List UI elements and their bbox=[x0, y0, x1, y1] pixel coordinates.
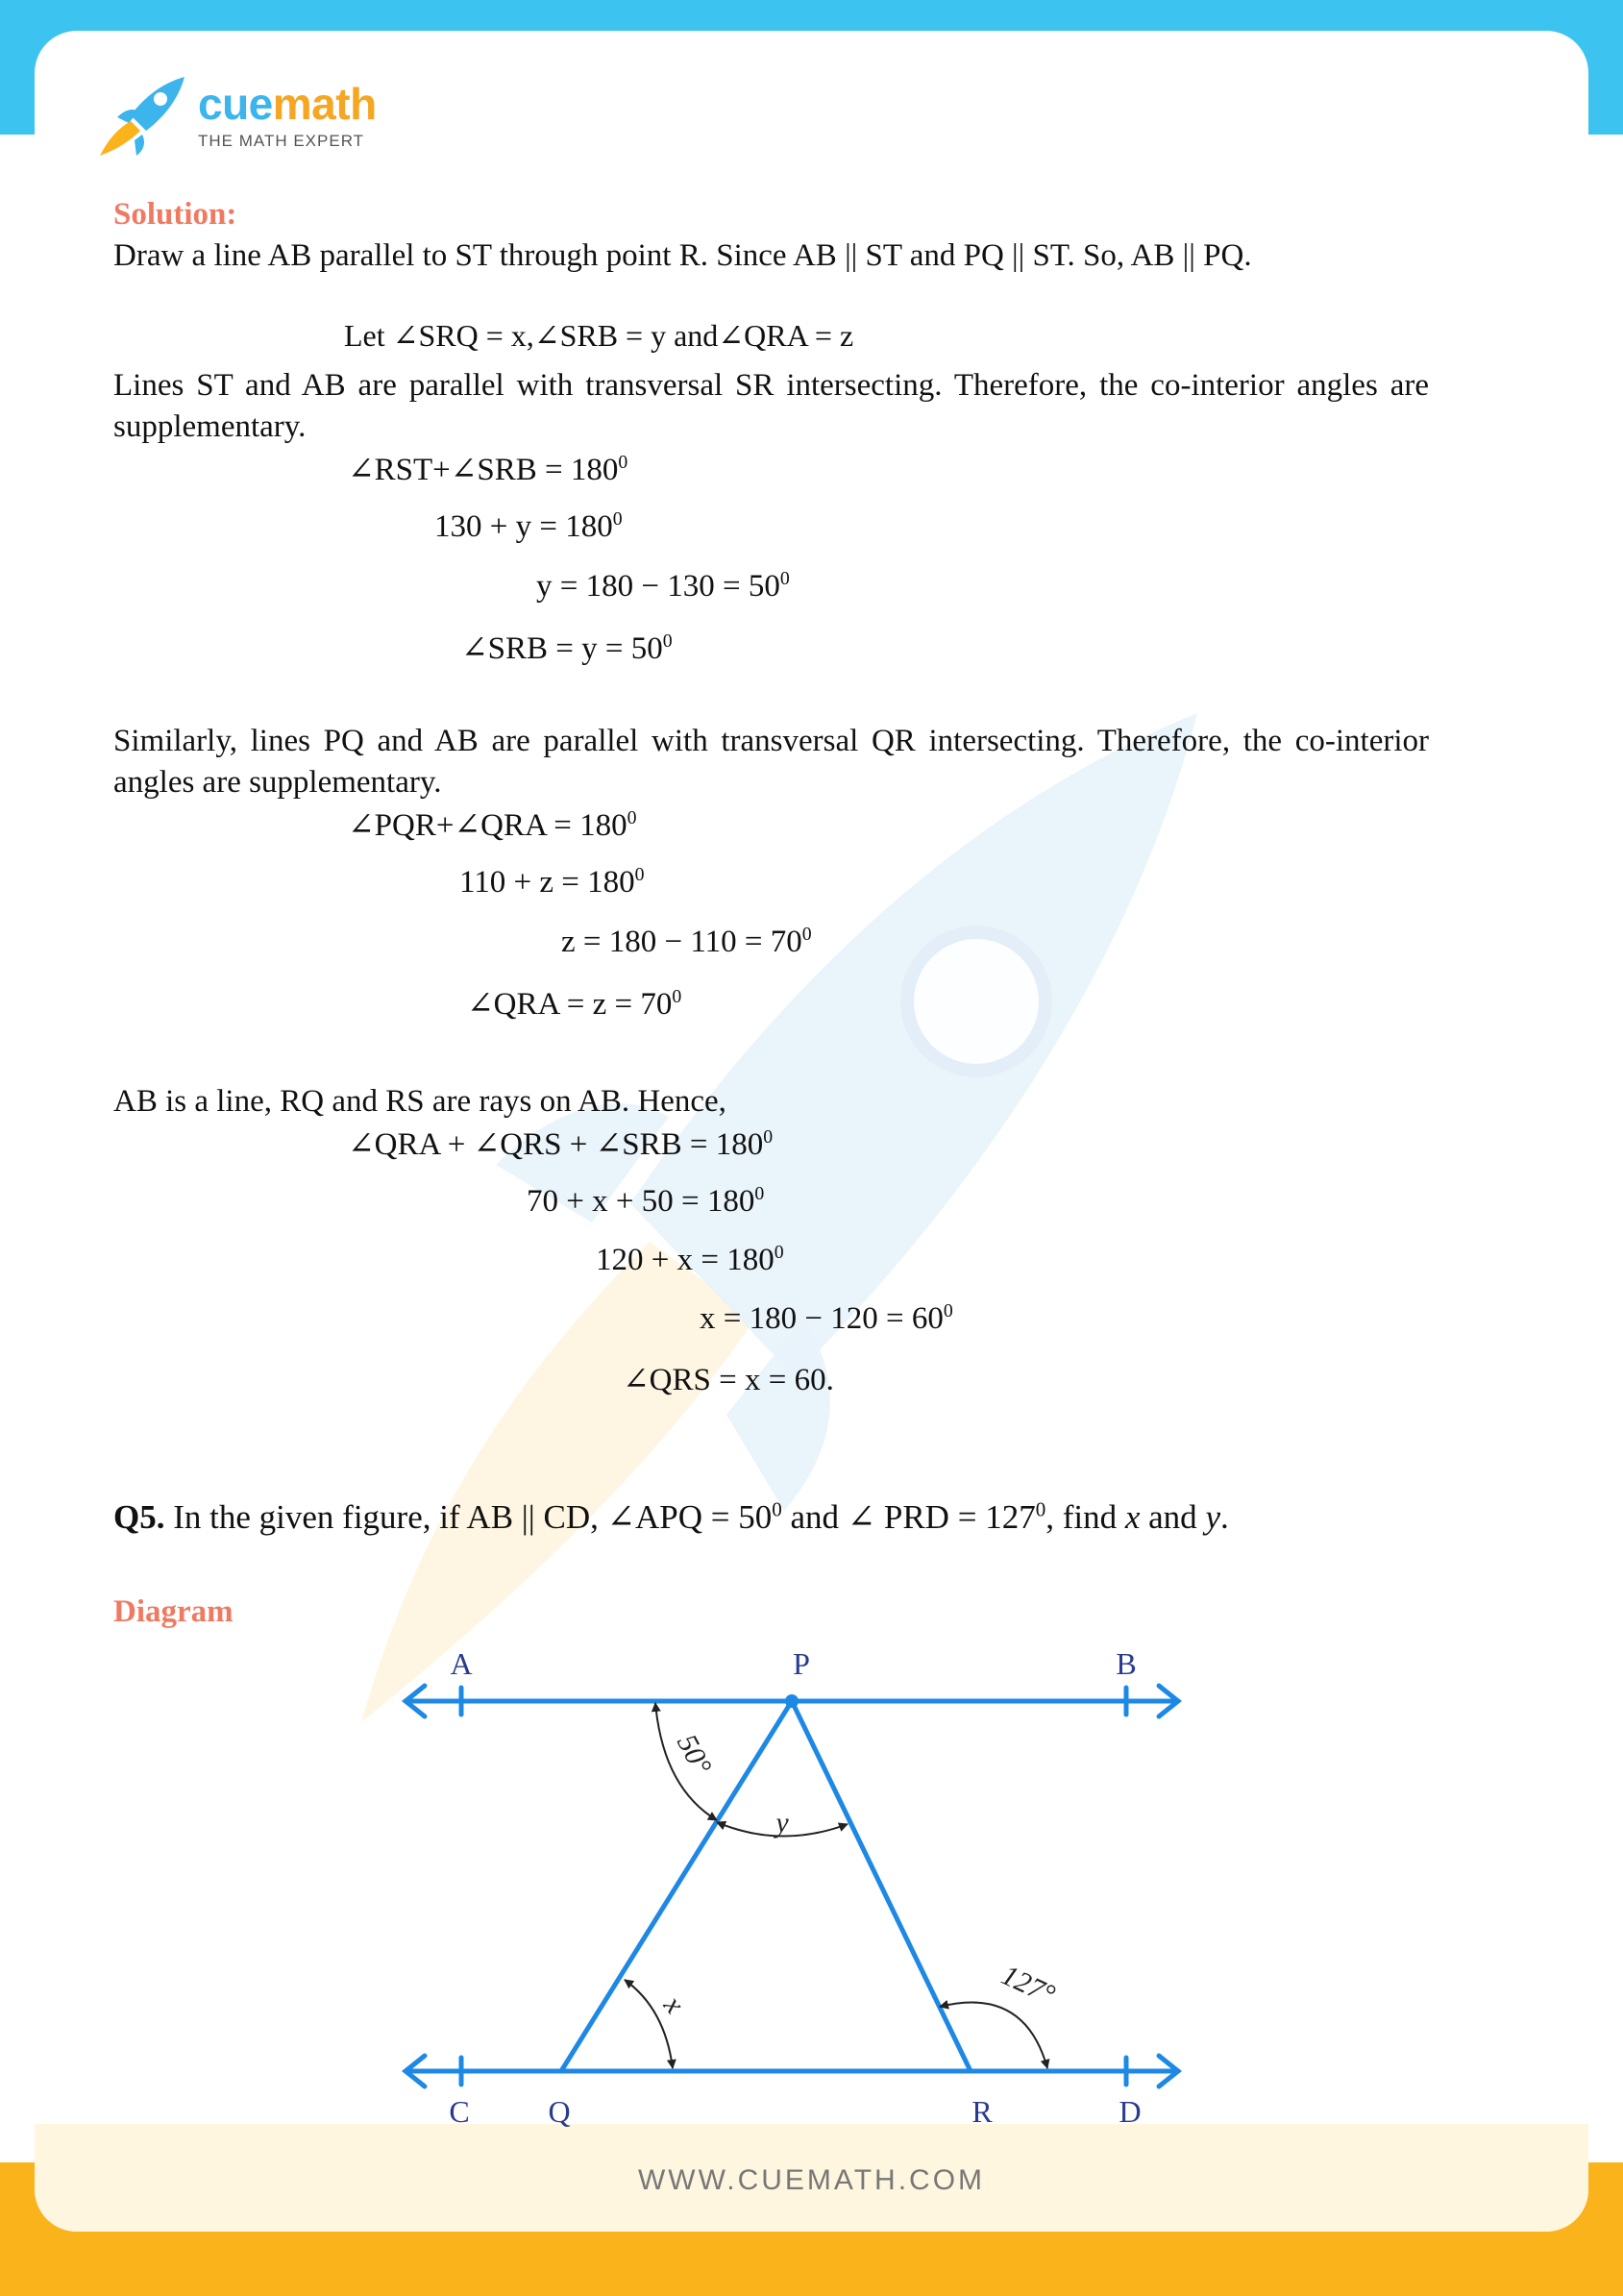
arc-x bbox=[625, 1980, 673, 2068]
equation-2d: ∠QRA = $z = 70^0$ bbox=[467, 986, 682, 1022]
paragraph-co-interior-sr: Lines ST and AB are parallel with transversal SR intersecting. Therefore, the co-interior angles are supplementary. bbox=[113, 368, 1429, 444]
equation-2a: ∠PQR+∠QRA = $180^0$ bbox=[348, 807, 637, 843]
equation-2c: $z = 180 - 110 = 70^0$ bbox=[561, 924, 812, 959]
paragraph-co-interior-qr: Similarly, lines PQ and AB are parallel with transversal QR intersecting. Therefore, the co-interior angles are supplementary. bbox=[113, 724, 1429, 800]
equation-3e: ∠QRS = x = 60. bbox=[623, 1363, 834, 1397]
equation-3a: ∠QRA + ∠QRS + ∠SRB = $180^0$ bbox=[348, 1126, 774, 1162]
equation-1b: $130 + y = 180^0$ bbox=[434, 508, 623, 544]
label-q: Q bbox=[548, 2094, 571, 2129]
brand-name: cuemath bbox=[198, 79, 377, 129]
angle-x-label: x bbox=[657, 1989, 691, 2020]
label-a: A bbox=[450, 1646, 473, 1681]
angle-127-label: 127° bbox=[996, 1959, 1060, 2012]
angle-50-label: 50° bbox=[670, 1729, 718, 1780]
line-pq bbox=[561, 1701, 792, 2071]
equation-1c: $y = 180 - 130 = 50^0$ bbox=[536, 568, 790, 604]
solution-intro: Draw a line AB parallel to ST through point R. Since AB || ST and PQ || ST. So, AB || PQ. bbox=[113, 238, 1252, 273]
let-definition: Let ∠SRQ = x,∠SRB = y and∠QRA = z bbox=[344, 318, 854, 353]
label-r: R bbox=[971, 2094, 993, 2129]
equation-1a: ∠RST+∠SRB = $180^0$ bbox=[348, 452, 628, 487]
equation-3d: $x = 180 - 120 = 60^0$ bbox=[700, 1300, 953, 1336]
label-d: D bbox=[1119, 2094, 1142, 2129]
footer-url: WWW.CUEMATH.COM bbox=[637, 2164, 986, 2196]
arc-127 bbox=[940, 2003, 1047, 2068]
label-c: C bbox=[449, 2094, 470, 2129]
label-b: B bbox=[1116, 1646, 1137, 1681]
diagram-heading: Diagram bbox=[113, 1594, 234, 1629]
brand-tagline: THE MATH EXPERT bbox=[198, 132, 365, 150]
line-pr bbox=[792, 1701, 971, 2071]
question-5: Q5. In the given figure, if AB || CD, ∠APQ = $50^0$ and ∠ PRD = $127^0$, find x and y. bbox=[113, 1497, 1229, 1536]
angle-y-label: y bbox=[775, 1807, 789, 1839]
equation-3b: $70 + x + 50 = 180^0$ bbox=[527, 1183, 765, 1219]
paragraph-rays: AB is a line, RQ and RS are rays on AB. Hence, bbox=[113, 1084, 726, 1119]
equation-1d: ∠SRB = $y = 50^0$ bbox=[461, 630, 673, 666]
equation-2b: $110 + z = 180^0$ bbox=[459, 864, 645, 900]
solution-heading: Solution: bbox=[113, 197, 237, 232]
label-p: P bbox=[793, 1646, 810, 1681]
equation-3c: $120 + x = 180^0$ bbox=[596, 1242, 784, 1277]
parallel-lines-diagram bbox=[354, 1624, 1218, 2162]
